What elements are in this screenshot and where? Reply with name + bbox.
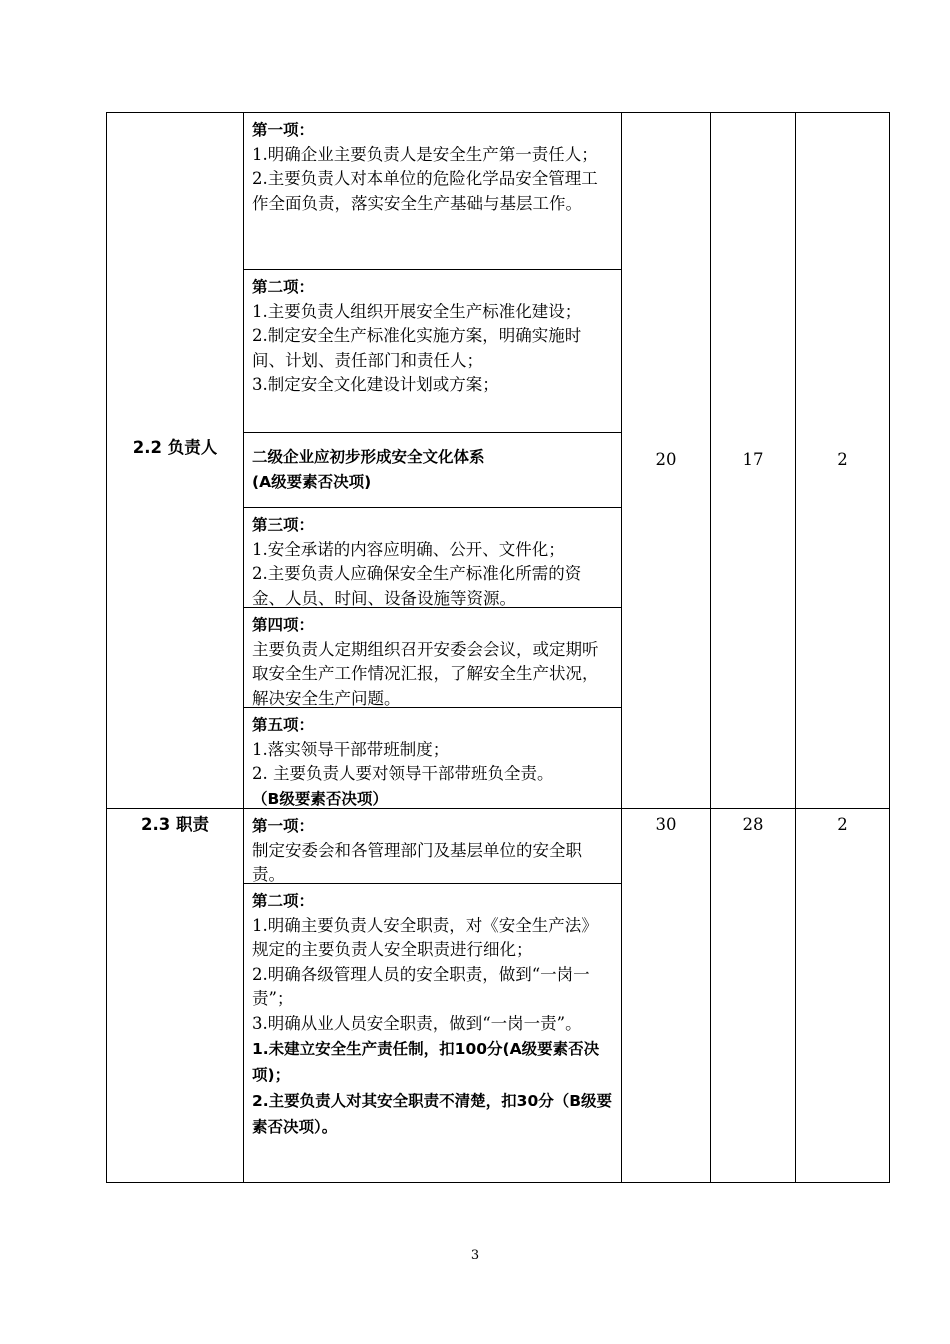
block-line: 3.明确从业人员安全职责，做到“一岗一责”。 — [252, 1013, 582, 1033]
block-line: 2. 主要负责人要对领导干部带班负全责。 — [252, 764, 554, 783]
score-cell — [711, 113, 796, 809]
block-heading: 第五项： — [252, 716, 315, 734]
score-cell — [622, 113, 711, 809]
score-cell — [796, 809, 890, 1183]
block-line: 1.安全承诺的内容应明确、公开、文件化； — [252, 539, 565, 559]
score-cell — [622, 809, 711, 1183]
page-number: 3 — [470, 1248, 480, 1263]
score-cell — [711, 809, 796, 1183]
content-cell — [244, 113, 622, 809]
block-line: 1.明确主要负责人安全职责，对《安全生产法》规定的主要负责人安全职责进行细化； — [252, 915, 598, 959]
item-name: 2.3 职责 — [141, 815, 209, 834]
content-block — [244, 508, 621, 608]
item-name-cell — [107, 809, 244, 1183]
score-value: 28 — [742, 815, 764, 834]
score-value: 17 — [742, 450, 764, 470]
content-block — [244, 708, 621, 808]
score-value: 30 — [655, 815, 677, 834]
veto-note: （B级要素否决项） — [252, 789, 388, 808]
block-line: 制定安委会和各管理部门及基层单位的安全职责。 — [252, 840, 582, 884]
content-block — [244, 433, 621, 508]
veto-note: 1.未建立安全生产责任制，扣100分(A级要素否决项)； — [252, 1040, 600, 1084]
block-heading: 第三项： — [252, 516, 315, 534]
score-value: 20 — [655, 450, 677, 470]
veto-note: 二级企业应初步形成安全文化体系 — [252, 448, 485, 466]
block-heading: 第二项： — [252, 278, 315, 296]
veto-note: (A级要素否决项) — [252, 472, 372, 491]
content-block — [244, 113, 621, 270]
block-line: 1.明确企业主要负责人是安全生产第一责任人； — [252, 144, 598, 164]
table-row — [107, 113, 890, 809]
content-cell — [244, 809, 622, 1183]
block-heading: 第四项： — [252, 616, 315, 634]
block-line: 2.主要负责人应确保安全生产标准化所需的资金、人员、时间、设备设施等资源。 — [252, 564, 582, 608]
content-block — [244, 270, 621, 433]
block-line: 主要负责人定期组织召开安委会会议，或定期听取安全生产工作情况汇报，了解安全生产状况，解决安全生产问题。 — [252, 639, 599, 708]
block-line: 2.主要负责人对本单位的危险化学品安全管理工作全面负责，落实安全生产基础与基层工作。 — [252, 169, 598, 213]
content-block — [244, 884, 621, 1182]
item-name-cell — [107, 113, 244, 809]
score-value: 2 — [837, 450, 848, 470]
veto-note: 2.主要负责人对其安全职责不清楚，扣30分（B级要素否决项）。 — [252, 1092, 613, 1136]
block-line: 2.明确各级管理人员的安全职责，做到“一岗一责”； — [252, 964, 590, 1008]
score-cell — [796, 113, 890, 809]
block-line: 1.主要负责人组织开展安全生产标准化建设； — [252, 301, 582, 321]
block-heading: 第一项： — [252, 121, 315, 139]
block-line: 2.制定安全生产标准化实施方案，明确实施时间、计划、责任部门和责任人； — [252, 326, 582, 370]
block-heading: 第二项： — [252, 892, 315, 910]
block-line: 3.制定安全文化建设计划或方案； — [252, 375, 499, 394]
block-line: 1.落实领导干部带班制度； — [252, 739, 450, 759]
score-value: 2 — [837, 815, 848, 834]
block-heading: 第一项： — [252, 817, 315, 835]
table-row — [107, 809, 890, 1183]
content-block — [244, 809, 621, 884]
evaluation-table — [106, 112, 890, 1183]
item-name: 2.2 负责人 — [132, 438, 218, 458]
content-block — [244, 608, 621, 708]
